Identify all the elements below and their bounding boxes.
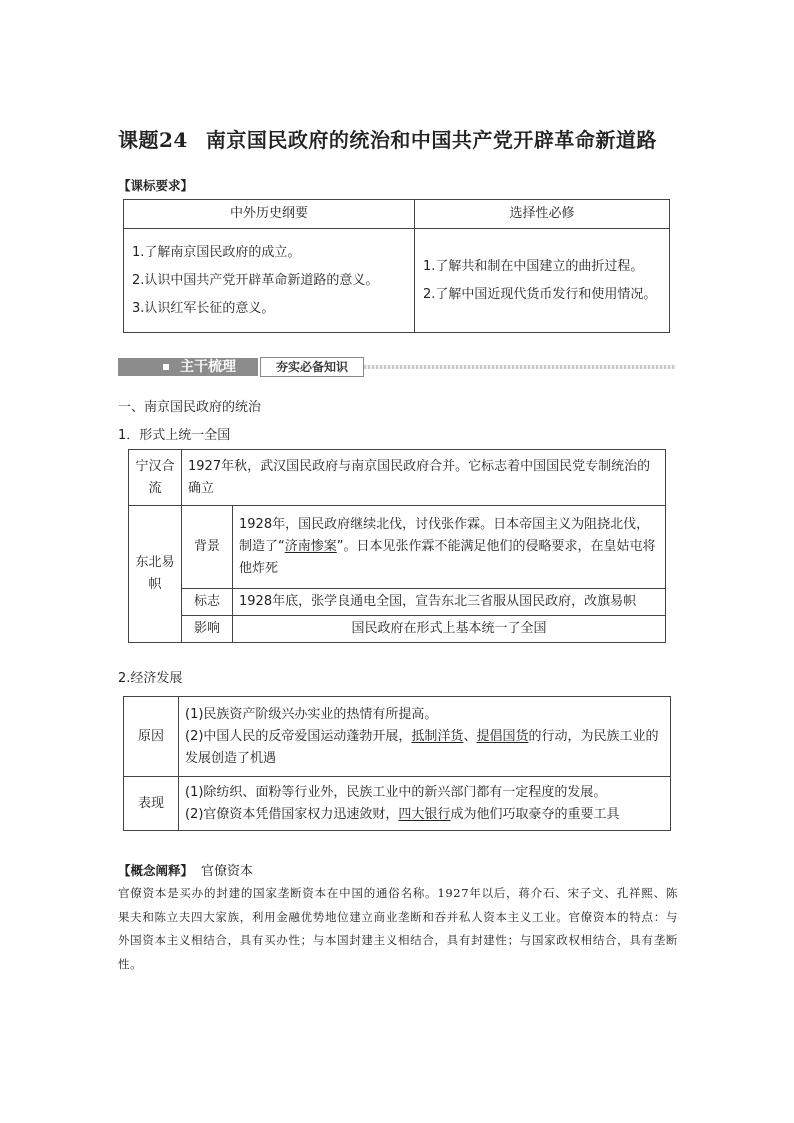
dongbei-label: 东北易帜 [129,506,182,643]
curriculum-right-item: 1.了解共和制在中国建立的曲折过程。 [423,258,644,274]
subsection-heading-unify: 1．形式上统一全国 [118,428,231,443]
curriculum-left-item: 2.认识中国共产党开辟革命新道路的意义。 [132,272,379,288]
curriculum-table [123,199,670,333]
jinan-incident: 济南惨案 [284,539,337,554]
background-text-part: 1928年，国民政府继续北伐，讨伐张作霖。日本帝国主义为阻挠北伐，制造了“ [239,517,650,554]
cause-text-part: 、 [463,728,477,744]
performance-item [185,804,664,826]
boycott-foreign-goods: 抵制洋货 [411,728,464,744]
banner-stripe [364,365,676,369]
concept-term: 官僚资本 [201,864,254,879]
curriculum-right-item: 2.了解中国近现代货币发行和使用情况。 [423,286,657,302]
section-heading: 一、南京国民政府的统治 [118,400,262,415]
banner-main-label: 主干梳理 [180,359,236,375]
mark-text: 1928年底，张学良通电全国，宣告东北三省服从国民政府，改旗易帜 [233,589,666,616]
performance-text [179,777,671,831]
concept-heading [118,860,253,879]
curriculum-left-cell [124,229,415,333]
promote-domestic-goods: 提倡国货 [476,728,529,744]
four-banks: 四大银行 [398,806,451,822]
section-banner [118,356,676,378]
cause-text [179,697,671,777]
curriculum-tag: 【课标要求】 [118,178,194,193]
impact-text: 国民政府在形式上基本统一了全国 [233,616,666,643]
cause-label: 原因 [124,697,179,777]
page-title [118,124,718,153]
background-text-part: ”。日本见张作霖不能满足他们的侵略要求，在皇姑屯将他炸死 [239,539,656,576]
subsection-heading-economy: 2.经济发展 [118,671,183,686]
square-bullet-icon [163,364,169,370]
unification-table [128,449,666,643]
lesson-title: 南京国民政府的统治和中国共产党开辟革命新道路 [205,128,657,152]
cause-item: (1)民族资产阶级兴办实业的热情有所提高。 [185,706,438,722]
ninghan-label: 宁汉合流 [129,450,182,506]
cause-text-part: 的行动，为民族工业的发展创造了机遇 [185,728,659,766]
mark-label: 标志 [182,589,233,616]
banner-sub-label: 夯实必备知识 [260,357,364,377]
performance-text-part: 成为他们巧取豪夺的重要工具 [450,806,620,822]
curriculum-right-cell [415,229,670,333]
cause-text-part: (2)中国人民的反帝爱国运动蓬勃开展， [185,728,412,744]
impact-label: 影响 [182,616,233,643]
curriculum-left-item: 3.认识红军长征的意义。 [132,300,275,316]
cause-item [185,726,664,770]
performance-text-part: (2)官僚资本凭借国家权力迅速敛财， [185,806,399,822]
concept-paragraph: 官僚资本是买办的封建的国家垄断资本在中国的通俗名称。1927年以后，蒋介石、宋子文、孔祥熙、陈果夫和陈立夫四大家族，利用金融优势地位建立商业垄断和吞并私人资本主义工业。官僚资本的特点：与外国资本主义相结合，具有买办性；与本国封建主义相结合，具有封建性；与国家政权相结合，具有垄断性。 [118,886,678,971]
background-text [233,506,666,589]
performance-item: (1)除纺织、面粉等行业外，民族工业中的新兴部门都有一定程度的发展。 [185,784,607,800]
curriculum-left-item: 1.了解南京国民政府的成立。 [132,244,301,260]
curriculum-header-left: 中外历史纲要 [124,200,415,229]
ninghan-text: 1927年秋，武汉国民政府与南京国民政府合并。它标志着中国国民党专制统治的确立 [182,450,666,506]
performance-label: 表现 [124,777,179,831]
background-label: 背景 [182,506,233,589]
concept-tag: 【概念阐释】 [118,863,194,878]
lesson-number: 课题24 [118,128,188,152]
economy-table [123,696,671,831]
curriculum-header-right: 选择性必修 [415,200,670,229]
